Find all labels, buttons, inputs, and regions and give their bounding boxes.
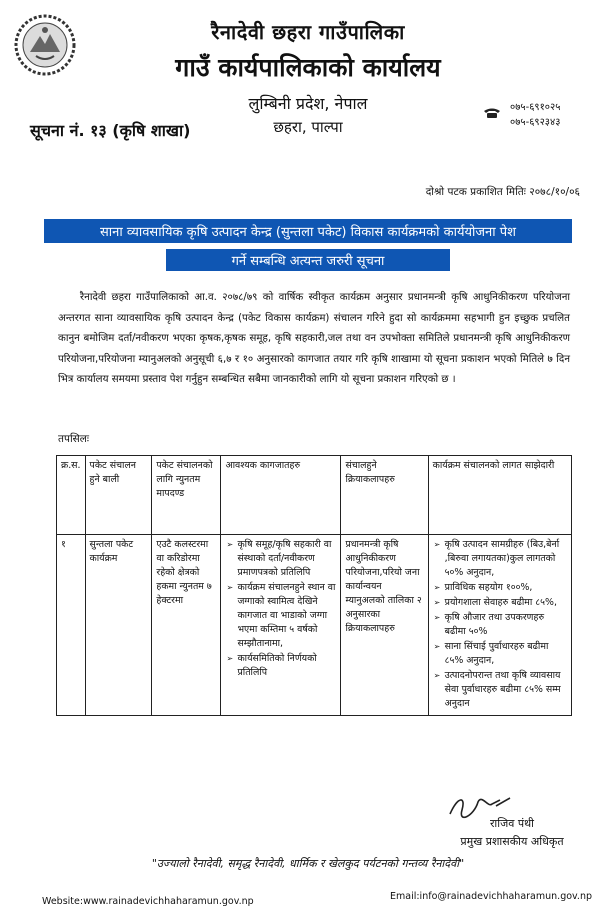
- list-item: ➢ उत्पादनोपरान्त तथा कृषि व्यावसाय सेवा पुर्वाधारहरु बढीमा ८५% सम्म अनुदान: [445, 669, 567, 711]
- table-row: [57, 535, 572, 716]
- footer-website: Website:www.rainadevichhaharamun.gov.np: [42, 896, 254, 907]
- notice-banner-line-1: [44, 219, 572, 243]
- details-label: तपसिलः: [58, 433, 90, 445]
- notice-number: सूचना नं. १३ (कृषि शाखा): [30, 121, 191, 140]
- list-item: ➢ साना सिंचाई पुर्वाधारहरु बढीमा ८५% अनुदान,: [445, 640, 567, 668]
- list-item: ➢ प्राविधिक सहयोग १००%,: [445, 581, 567, 595]
- signatory-title: प्रमुख प्रशासकीय अधिकृत: [460, 835, 564, 848]
- list-item: ➢ कृषि समूह/कृषि सहकारी वा संस्थाको दर्ता/नवीकरण प्रमाणपत्रको प्रतिलिपि: [237, 538, 336, 580]
- body-paragraph: रैनादेवी छहरा गाउँपालिकाको आ.व. २०७८/७९ को वार्षिक स्वीकृत कार्यक्रम अनुसार प्रधानमन्त्री कृषि आधुनिकीकरण परियोजना अन्तरगत साना व्यावसायिक कृषि उत्पादन केन्द्र (पकेट विकास कार्यक्रम) संचालन गरिने हुदा सो कार्यक्रममा सहभागी हुन इच्छुक प्रचलित कानुन बमोजिम दर्ता/नवीकरण भएका कृषक,कृषक समूह, कृषि सहकारी,जल तथा वन उपभोक्ता समितिले प्रधानमन्त्री कृषि आधुनिकीकरण परियोजना,परियोजना म्यानुअलको अनुसूची ६,७ र १० अनुसारको कागजात तयार गरि कृषि शाखामा यो सूचना प्रकाशन भएको मितिले ७ दिन भित्र कार्यालय समयमा प्रस्ताव पेश गर्नुहुन सम्बन्धित सबैमा जानकारीको लागि यो सूचना प्रकाशन गरिएको छ ।: [58, 292, 570, 385]
- address-line: छहरा, पाल्पा: [273, 118, 343, 136]
- header-required-documents: आवश्यक कागजातहरु: [221, 456, 341, 535]
- signatory-block: [452, 815, 572, 851]
- program-table: [56, 455, 572, 716]
- list-item: ➢ कृषि औजार तथा उपकरणहरु बढीमा ५०%: [445, 611, 567, 639]
- footer-motto: "उज्यालो रैनादेवी, समृद्ध रैनादेवी, धार्मिक र खेलकुद पर्यटनको गन्तव्य रैनादेवी": [151, 857, 465, 870]
- publish-date: दोश्रो पटक प्रकाशित मितिः २०७८/१०/०६: [425, 186, 580, 198]
- signatory-name: राजिव पंथी: [489, 817, 535, 830]
- list-item: ➢ प्रयोगशाला सेवाहरु बढीमा ८५%,: [445, 596, 567, 610]
- list-item: ➢ कृषि उत्पादन सामग्रीहरु (बिउ,बेर्ना ,बिरुवा लगायतका)कुल लागतको ५०% अनुदान,: [445, 538, 567, 580]
- table-header-row: [57, 456, 572, 535]
- phone-numbers: [510, 100, 560, 130]
- header-activities: संचालहुने क्रियाकलापहरु: [341, 456, 428, 535]
- footer-email: Email:info@rainadevichhaharamun.gov.np: [390, 891, 592, 902]
- required-documents-list: [225, 538, 336, 680]
- header-cost-sharing: कार्यक्रम संचालनको लागत साझेदारी: [428, 456, 571, 535]
- list-item: ➢ कार्यक्रम संचालनहुने स्थान वा जग्गाको स्वामित्व देखिने कागजात वा भाडाको जग्गा भएमा कम्तिमा ५ वर्षको सम्झौतानामा,: [237, 581, 336, 651]
- cell-activities: प्रधानमन्त्री कृषि आधुनिकीकरण परियोजना,परियो जना कार्यान्वयन म्यानुअलको तालिका २ अनुसारका क्रियाकलापहरु: [341, 535, 428, 716]
- header-crop: पकेट संचालन हुने बाली: [85, 456, 152, 535]
- phone-number-2: ०७५-६९२३४३: [510, 117, 561, 128]
- list-item: ➢ कार्यसमितिको निर्णयको प्रतिलिपि: [237, 652, 336, 680]
- notice-banner-text-2: गर्ने सम्बन्धि अत्यन्त जरुरी सूचना: [231, 254, 385, 269]
- telephone-icon: [483, 107, 501, 119]
- cost-sharing-list: [433, 538, 567, 711]
- notice-banner-text-1: साना व्यावसायिक कृषि उत्पादन केन्द्र (सुन्तला पकेट) विकास कार्यक्रमको कार्ययोजना पेश: [99, 225, 516, 240]
- cell-crop: सुन्तला पकेट कार्यक्रम: [85, 535, 152, 716]
- municipality-name: रैनादेवी छहरा गाउँपालिका: [211, 20, 405, 44]
- cell-minimum-criteria: एउटै कलस्टरमा वा करिडोरमा रहेको क्षेत्रको हकमा न्युनतम ७ हेक्टरमा: [152, 535, 221, 716]
- phone-number-1: ०७५-६९१०२५: [510, 102, 561, 113]
- header-serial-number: क्र.स.: [57, 456, 86, 535]
- cell-serial-number: १: [57, 535, 86, 716]
- office-name: गाउँ कार्यपालिकाको कार्यालय: [175, 53, 441, 82]
- notice-banner-line-2: [166, 249, 450, 271]
- cell-cost-sharing: [428, 535, 571, 716]
- province-line: लुम्बिनी प्रदेश, नेपाल: [248, 94, 368, 113]
- cell-required-documents: [221, 535, 341, 716]
- header-minimum-criteria: पकेट संचालनको लागि न्युनतम मापदण्ड: [152, 456, 221, 535]
